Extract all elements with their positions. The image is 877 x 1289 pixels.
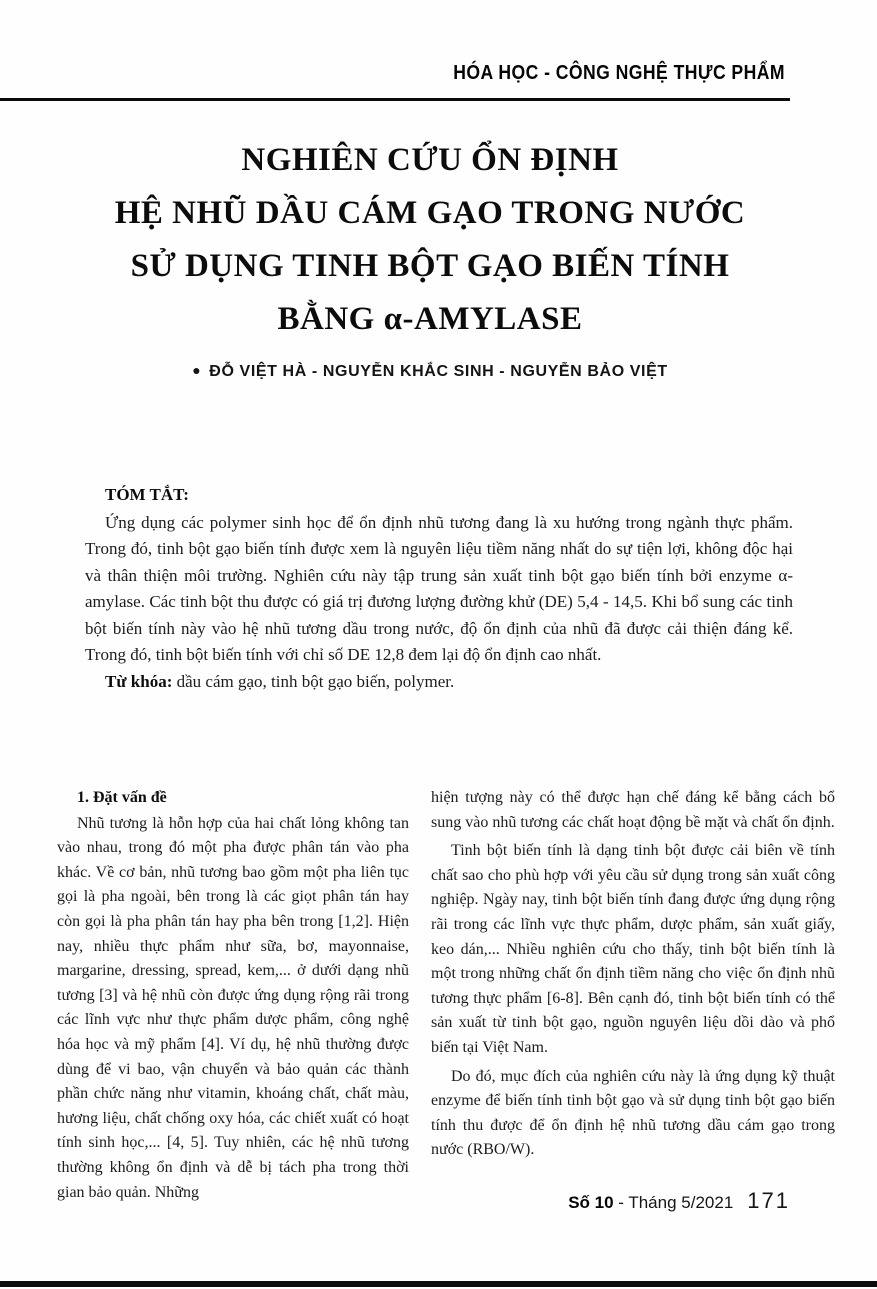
- keywords-text: dầu cám gạo, tinh bột gạo biến, polymer.: [172, 671, 455, 691]
- right-column-paragraph-3: Do đó, mục đích của nghiên cứu này là ứng dụng kỹ thuật enzyme để biến tính tinh bột gạo và sử dụng tinh bột gạo biến tính thu được để ổn định hệ nhũ tương dầu cám gạo trong nước (RBO/W).: [431, 1067, 835, 1159]
- section-heading-1: 1. Đặt vấn đề: [77, 789, 167, 806]
- authors-text: ĐỖ VIỆT HÀ - NGUYỄN KHẮC SINH - NGUYỄN BẢO VIỆT: [209, 363, 668, 380]
- abstract-text: Ứng dụng các polymer sinh học để ổn định nhũ tương đang là xu hướng trong ngành thực phẩm. Trong đó, tinh bột gạo biến tính được xem là nguyên liệu tiềm năng nhất do sự tiện lợi, không độc hại và thân thiện môi trường. Nghiên cứu này tập trung sản xuất tinh bột gạo biến tính bởi enzyme α-amylase. Các tinh bột thu được có giá trị đương lượng đường khử (DE) 5,4 - 14,5. Khi bổ sung các tinh bột biến tính này vào hệ nhũ tương dầu trong nước, độ ổn định của nhũ đã được cải thiện đáng kể. Trong đó, tinh bột biến tính với chỉ số DE 12,8 đem lại độ ổn định cao nhất.: [85, 512, 793, 664]
- title-line-2: HỆ NHŨ DẦU CÁM GẠO TRONG NƯỚC: [114, 195, 746, 231]
- footer-issue: Số 10: [568, 1193, 614, 1212]
- bullet-icon: ●: [192, 362, 202, 378]
- abstract-section: [85, 482, 793, 695]
- footer-date: - Tháng 5/2021: [613, 1193, 734, 1212]
- left-column: [57, 786, 409, 1205]
- article-title: [0, 134, 860, 346]
- keywords-label: Từ khóa:: [105, 671, 173, 691]
- header-rule: [0, 98, 790, 101]
- bottom-rule: [0, 1281, 877, 1287]
- right-column-paragraph-1: hiện tượng này có thể được hạn chế đáng kể bằng cách bổ sung vào nhũ tương các chất hoạt động bề mặt và chất ổn định.: [431, 789, 835, 831]
- keywords-line: [85, 669, 793, 696]
- page-footer: [568, 1188, 790, 1214]
- abstract-heading: TÓM TẮT:: [105, 485, 189, 504]
- right-column-paragraph-2: Tinh bột biến tính là dạng tinh bột được cải biên về tính chất sao cho phù hợp với yêu cầu sử dụng trong sản xuất công nghiệp. Ngày nay, tinh bột biến tính đang được ứng dụng rộng rãi trong các lĩnh vực thực phẩm, dược phẩm, sản xuất giấy, keo dán,... Nhiều nghiên cứu cho thấy, tinh bột biến tính là một trong những chất ổn định tiềm năng cho việc ổn định nhũ tương thực phẩm [6-8]. Bên cạnh đó, tinh bột biến tính có thể sản xuất từ tinh bột gạo, nguồn nguyên liệu dồi dào và phổ biến tại Việt Nam.: [431, 842, 835, 1056]
- article-body: [57, 786, 835, 1205]
- footer-page-number: 171: [747, 1188, 790, 1213]
- authors-line: [0, 363, 860, 381]
- right-column: [431, 786, 835, 1205]
- title-line-3: SỬ DỤNG TINH BỘT GẠO BIẾN TÍNH: [130, 248, 730, 284]
- title-line-4: BẰNG α-AMYLASE: [277, 301, 583, 337]
- title-line-1: NGHIÊN CỨU ỔN ĐỊNH: [241, 142, 619, 178]
- running-head: HÓA HỌC - CÔNG NGHỆ THỰC PHẨM: [453, 62, 785, 84]
- left-column-paragraph: Nhũ tương là hỗn hợp của hai chất lỏng không tan vào nhau, trong đó một pha được phân tán vào pha khác. Về cơ bản, nhũ tương bao gồm một pha liên tục gọi là pha ngoài, bên trong là các giọt phân tán hay còn gọi là pha phân tán hay pha bên trong [1,2]. Hiện nay, nhiều thực phẩm như sữa, bơ, mayonnaise, margarine, dressing, spread, kem,... ở dưới dạng nhũ tương [3] và hệ nhũ còn được ứng dụng rộng rãi trong các lĩnh vực như thực phẩm dược phẩm, công nghệ hóa học và mỹ phẩm [4]. Ví dụ, hệ nhũ thường được dùng để vi bao, vận chuyển và bảo quản các thành phần chức năng như vitamin, khoáng chất, chất màu, hương liệu, chất chống oxy hóa, các chiết xuất có hoạt tính sinh học,... [4, 5]. Tuy nhiên, các hệ nhũ tương thường không ổn định và dễ bị tách pha trong thời gian bảo quản. Những: [57, 814, 409, 1201]
